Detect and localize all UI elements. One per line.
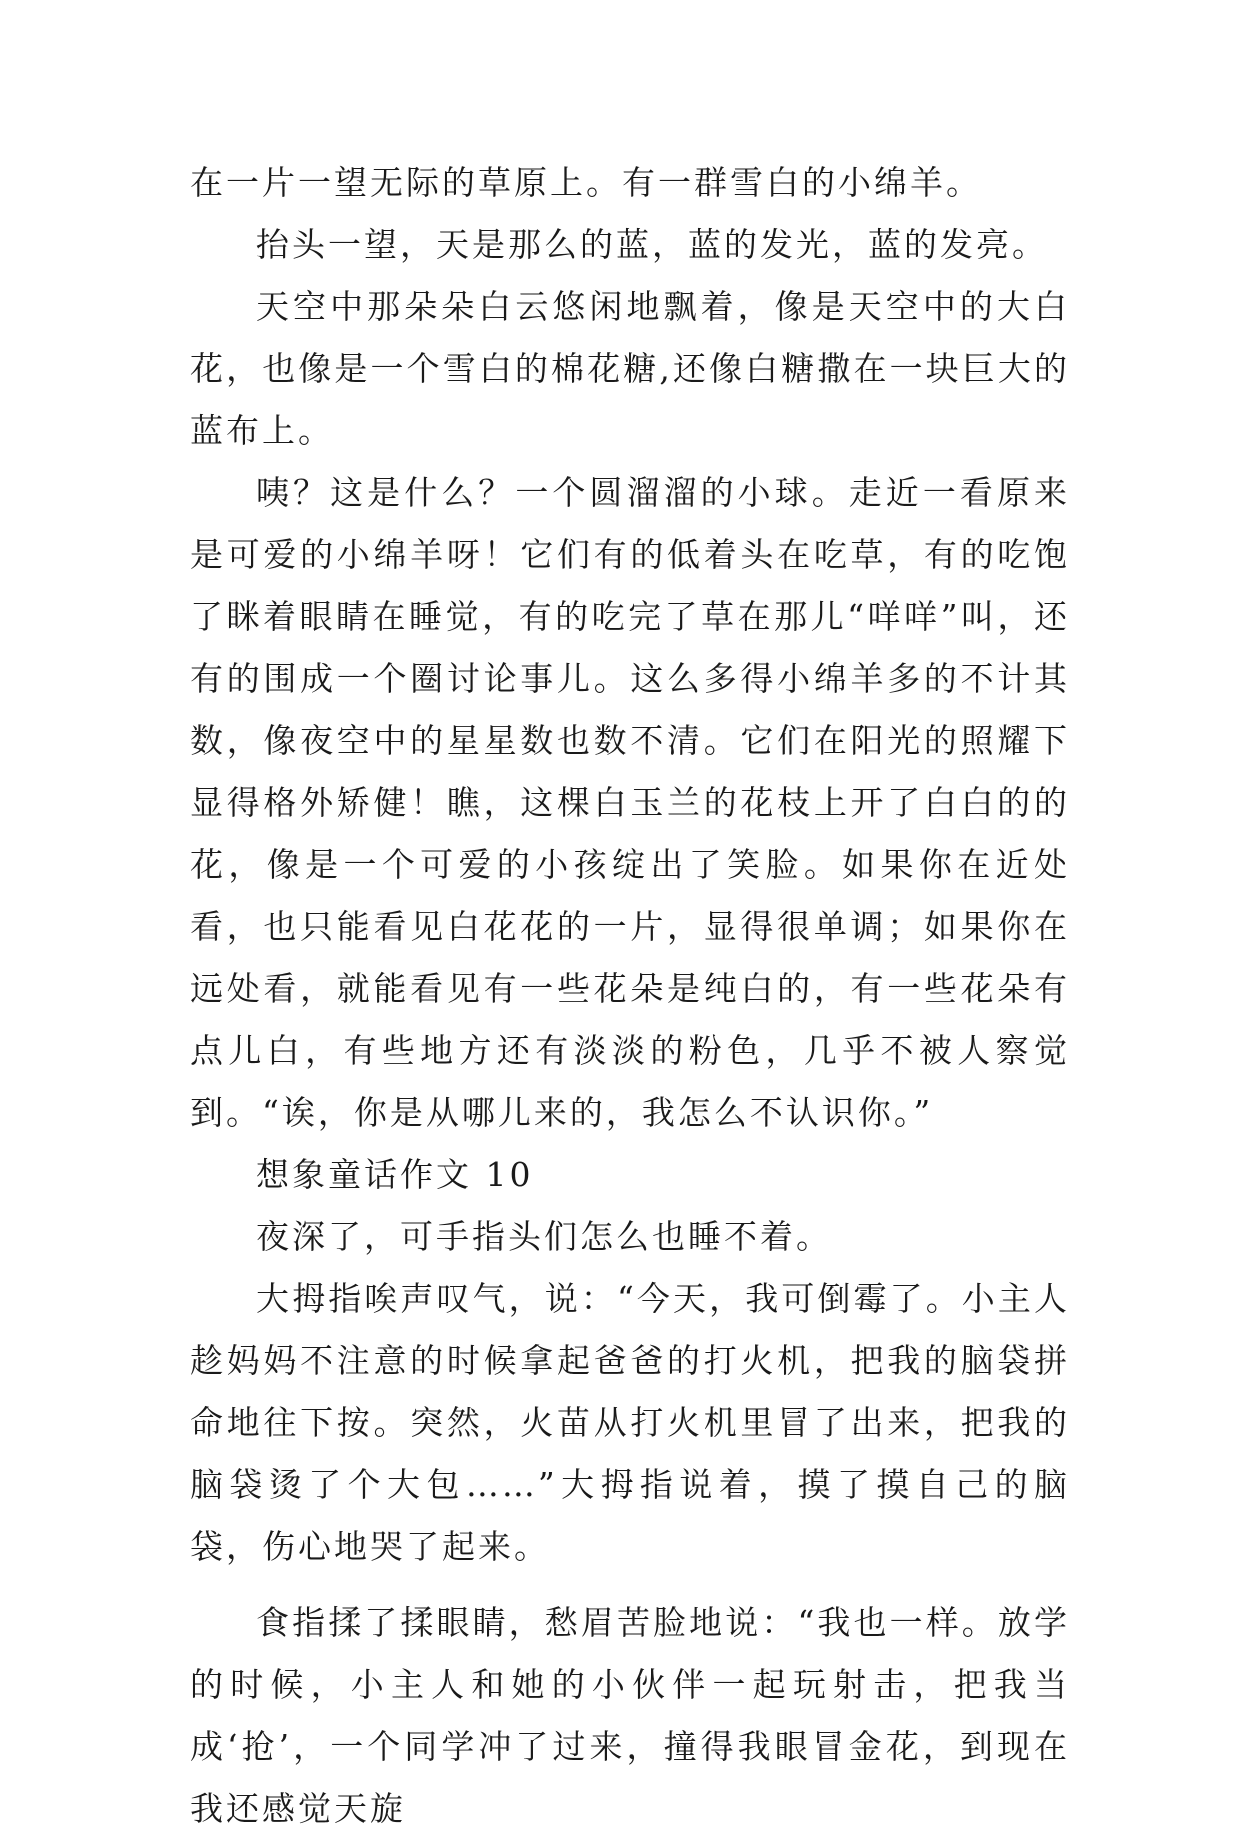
paragraph-6: 大拇指唉声叹气，说：“今天，我可倒霉了。小主人趁妈妈不注意的时候拿起爸爸的打火机，把我的脑袋拼命地往下按。突然，火苗从打火机里冒了出来，把我的脑袋烫了个大包……”大拇指说着，摸了摸自己的脑袋，伤心地哭了起来。 xyxy=(190,1279,1070,1566)
document-body xyxy=(190,152,1070,1840)
paragraph-4: 咦？这是什么？一个圆溜溜的小球。走近一看原来是可爱的小绵羊呀！它们有的低着头在吃草，有的吃饱了眯着眼睛在睡觉，有的吃完了草在那儿“咩咩”叫，还有的围成一个圈讨论事儿。这么多得小绵羊多的不计其数，像夜空中的星星数也数不清。它们在阳光的照耀下显得格外矫健！瞧，这棵白玉兰的花枝上开了白白的的花，像是一个可爱的小孩绽出了笑脸。如果你在近处看，也只能看见白花花的一片，显得很单调；如果你在远处看，就能看见有一些花朵是纯白的，有一些花朵有点儿白，有些地方还有淡淡的粉色，几乎不被人察觉到。“诶，你是从哪儿来的，我怎么不认识你。” xyxy=(190,473,1070,1132)
paragraph-3: 天空中那朵朵白云悠闲地飘着，像是天空中的大白花，也像是一个雪白的棉花糖,还像白糖撒在一块巨大的蓝布上。 xyxy=(190,287,1070,450)
section-heading: 想象童话作文 10 xyxy=(256,1155,534,1194)
paragraph-7: 食指揉了揉眼睛，愁眉苦脸地说：“我也一样。放学的时候，小主人和她的小伙伴一起玩射击，把我当成‘抢’，一个同学冲了过来，撞得我眼冒金花，到现在我还感觉天旋 xyxy=(190,1603,1070,1828)
paragraph-2: 抬头一望，天是那么的蓝，蓝的发光，蓝的发亮。 xyxy=(256,225,1048,264)
paragraph-5: 夜深了，可手指头们怎么也睡不着。 xyxy=(256,1217,832,1256)
paragraph-1: 在一片一望无际的草原上。有一群雪白的小绵羊。 xyxy=(190,163,982,202)
